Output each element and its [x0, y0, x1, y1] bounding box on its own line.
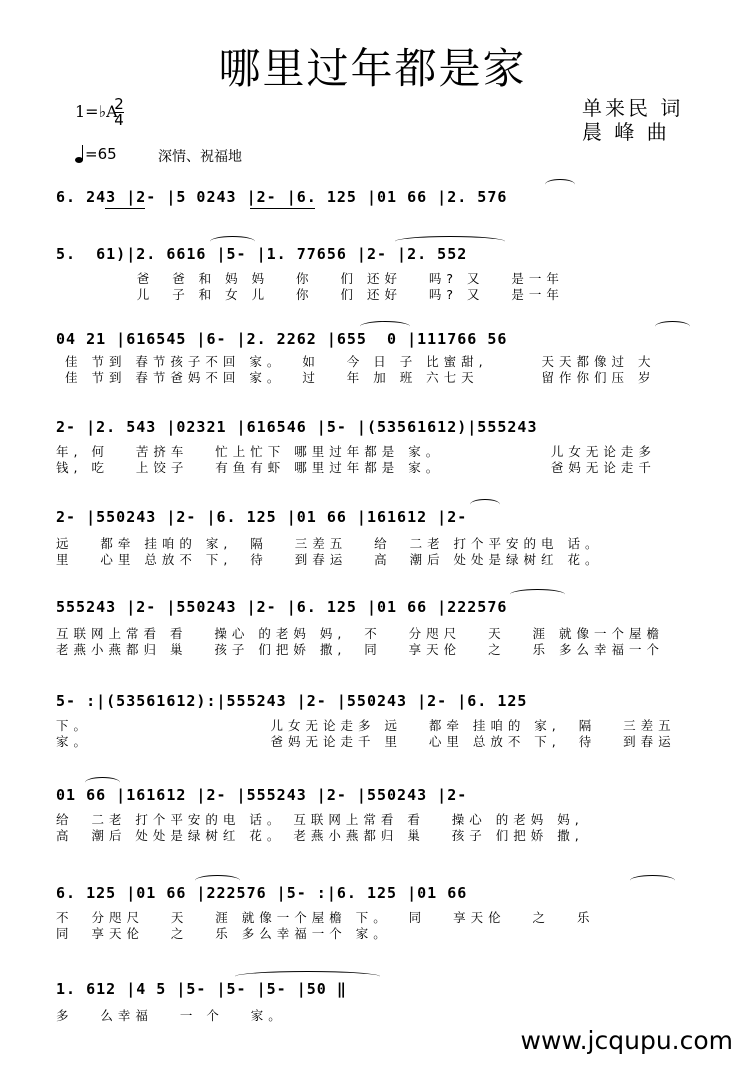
- row-notes: 04 21 |616545 |6- |2. 2262 |655 0 |111766 56: [56, 330, 508, 348]
- expression-marking: 深情、祝福地: [158, 149, 242, 165]
- tie-arc: [470, 499, 500, 510]
- lyric-verse-1: 佳 节到 春节孩子不回 家。 如 今 日 子 比蜜甜, 天天都像过 大: [56, 354, 656, 368]
- lyric-verse-2: 家。 爸妈无论走千 里 心里 总放不 下, 待 到春运: [56, 734, 676, 748]
- tempo-value: =65: [85, 145, 117, 163]
- tie-arc: [360, 321, 410, 332]
- lyric-verse-2: 同 享天伦 之 乐 多么幸福一个 家。: [56, 926, 391, 940]
- lyric-verse-2: 儿 子 和 女 儿 你 们 还好 吗? 又 是一年: [56, 287, 564, 301]
- song-title: 哪里过年都是家: [218, 44, 527, 93]
- tie-arc: [510, 589, 565, 600]
- key-signature: 1=♭A: [75, 102, 118, 121]
- beam-line: [105, 208, 145, 209]
- lyric-verse-1: 下。 儿女无论走多 远 都牵 挂咱的 家, 隔 三差五: [56, 718, 676, 732]
- row-notes: 1. 612 |4 5 |5- |5- |5- |50 ‖: [56, 980, 347, 998]
- row-notes: 6. 243 |2- |5 0243 |2- |6. 125 |01 66 |2. 576: [56, 188, 508, 206]
- score-row-4: [0, 418, 745, 498]
- tie-arc: [85, 777, 120, 788]
- meter-denominator: 4: [114, 111, 124, 129]
- lyric-verse-1: 远 都牵 挂咱的 家, 隔 三差五 给 二老 打个平安的电 话。: [56, 536, 603, 550]
- lyric-verse-1: 多 么幸福 一 个 家。: [56, 1008, 286, 1022]
- row-notes: 555243 |2- |550243 |2- |6. 125 |01 66 |222576: [56, 598, 508, 616]
- lyric-verse-2: 高 潮后 处处是绿树红 花。 老燕小燕都归 巢 孩子 们把娇 撒,: [56, 828, 584, 842]
- quarter-note-icon: [75, 157, 83, 163]
- tie-arc: [195, 875, 240, 886]
- row-notes: 6. 125 |01 66 |222576 |5- :|6. 125 |01 66: [56, 884, 468, 902]
- site-watermark: www.jcqupu.com: [520, 1026, 733, 1055]
- score-row-7: [0, 692, 745, 772]
- beam-line: [250, 208, 315, 209]
- row-notes: 5. 61)|2. 6616 |5- |1. 77656 |2- |2. 552: [56, 245, 468, 263]
- score-row-6: [0, 598, 745, 678]
- row-notes: 5- :|(53561612):|555243 |2- |550243 |2- |6. 125: [56, 692, 528, 710]
- score-row-8: [0, 786, 745, 866]
- lyric-verse-1: 互联网上常看 看 操心 的老妈 妈, 不 分咫尺 天 涯 就像一个屋檐: [56, 626, 664, 640]
- tie-arc: [545, 179, 575, 190]
- lyric-verse-1: 给 二老 打个平安的电 话。 互联网上常看 看 操心 的老妈 妈,: [56, 812, 584, 826]
- row-notes: 2- |550243 |2- |6. 125 |01 66 |161612 |2-: [56, 508, 468, 526]
- lyricist-credit: 单来民 词: [582, 96, 684, 120]
- tie-arc: [235, 971, 380, 982]
- lyric-verse-1: 爸 爸 和 妈 妈 你 们 还好 吗? 又 是一年: [56, 271, 564, 285]
- score-row-9: [0, 884, 745, 964]
- lyric-verse-2: 老燕小燕都归 巢 孩子 们把娇 撒, 同 享天伦 之 乐 多么幸福一个: [56, 642, 664, 656]
- time-signature: [114, 97, 124, 128]
- tie-arc: [655, 321, 690, 332]
- score-row-2: [0, 245, 745, 325]
- row-notes: 2- |2. 543 |02321 |616546 |5- |(53561612)|555243: [56, 418, 538, 436]
- lyric-verse-2: 里 心里 总放不 下, 待 到春运 高 潮后 处处是绿树红 花。: [56, 552, 603, 566]
- row-notes: 01 66 |161612 |2- |555243 |2- |550243 |2-: [56, 786, 468, 804]
- score-row-3: [0, 330, 745, 410]
- meter-numerator: 2: [114, 95, 124, 113]
- tie-arc: [630, 875, 675, 886]
- lyric-verse-2: 钱, 吃 上饺子 有鱼有虾 哪里过年都是 家。 爸妈无论走千: [56, 460, 656, 474]
- lyric-verse-1: 年, 何 苦挤车 忙上忙下 哪里过年都是 家。 儿女无论走多: [56, 444, 656, 458]
- tie-arc: [210, 236, 255, 247]
- lyric-verse-1: 不 分咫尺 天 涯 就像一个屋檐 下。 同 享天伦 之 乐: [56, 910, 595, 924]
- slur-arc: [395, 236, 505, 247]
- tempo-marking: [75, 145, 117, 163]
- lyric-verse-2: 佳 节到 春节爸妈不回 家。 过 年 加 班 六七天 留作你们压 岁: [56, 370, 656, 384]
- score-row-5: [0, 508, 745, 588]
- composer-credit: 晨 峰 曲: [582, 120, 670, 144]
